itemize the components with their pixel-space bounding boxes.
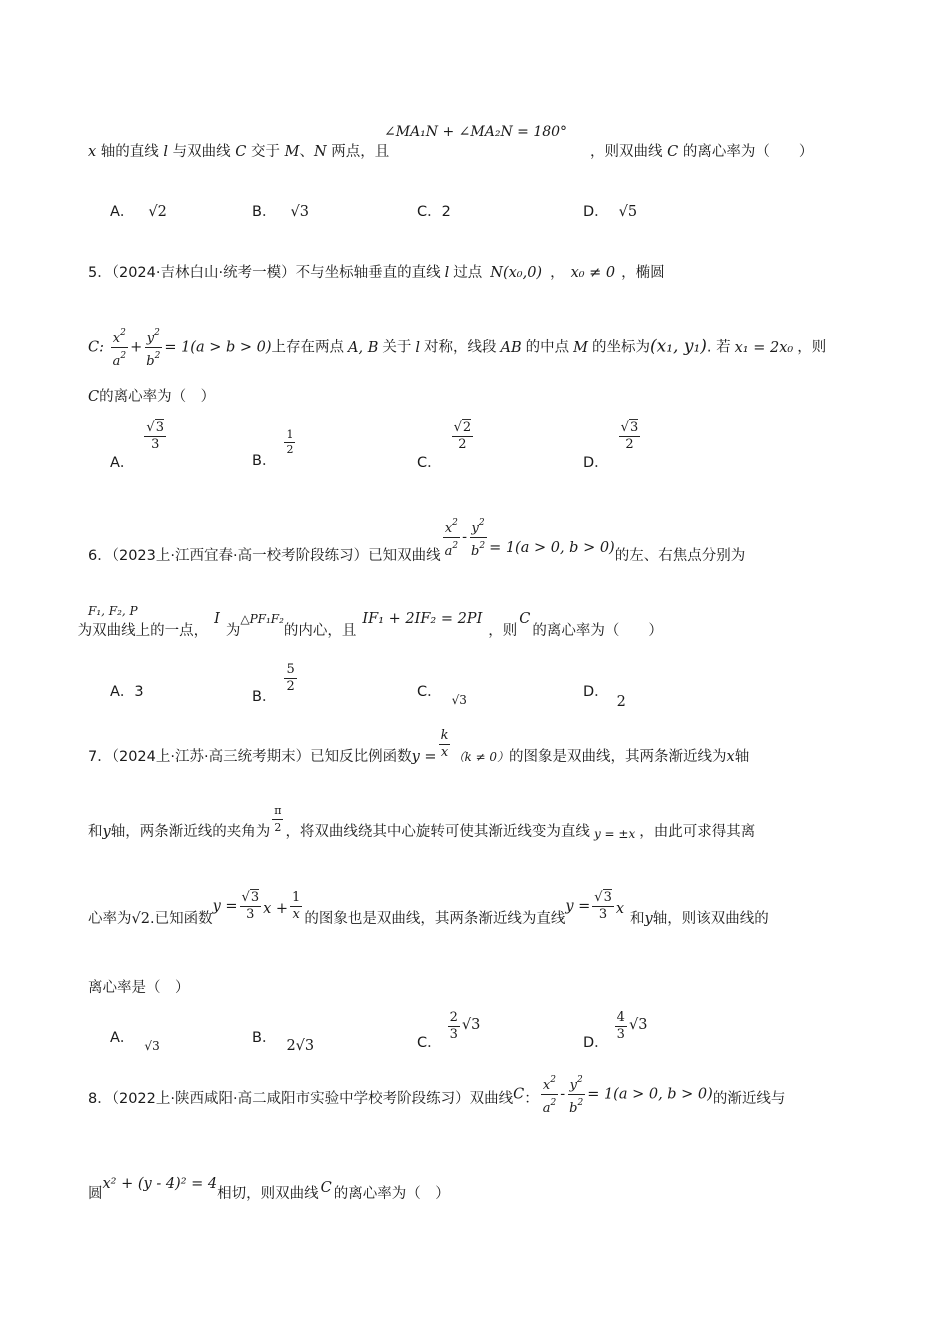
q5-stem-line-2: C: $\frac{x^2}{a^2}$ + $\frac{y^2}{b^2}$ = 1(a > b > 0)上存在两点 A, B 关于 l 对称，线段 AB 的中点 M 的坐标为(x₁, y₁). 若 x₁ = 2x₀ ，则	[88, 325, 826, 370]
q5-option-c[interactable]: C． $\frac{√2}{2}$	[417, 420, 472, 471]
q6-option-c[interactable]: C． $_{√3}$	[417, 684, 467, 707]
q5-option-a[interactable]: A． $\frac{√3}{3}$	[110, 420, 164, 471]
hyperbola-x-term: $\frac{x^2}{a^2}$	[443, 515, 461, 560]
q6-option-d[interactable]: D．2	[583, 684, 626, 710]
ellipse-y-term: $\frac{y^2}{b^2}$	[144, 325, 162, 370]
q6-stem-line-2: $^{F_1, F_2, P}$为双曲线上的一点，I为△PF₁F₂的内心，且IF₁ + 2IF₂ = 2PI，则C的离心率为（ ）	[77, 604, 663, 639]
k-over-x: $\frac{k}{x}$	[440, 728, 449, 760]
q7-option-a[interactable]: A． $_{√3}$	[110, 1030, 160, 1053]
ellipse-x-term: $\frac{x^2}{a^2}$	[111, 325, 129, 370]
q4-stem-tail: ，则双曲线 C 的离心率为（ ）	[590, 144, 814, 160]
hyperbola-y-term: $\frac{y^2}{b^2}$	[469, 515, 487, 560]
q6-option-a[interactable]: A．3	[110, 684, 144, 700]
q8-stem-line-2: 圆x² + (y - 4)² = 4相切，则双曲线 C 的离心率为（ ）	[88, 1176, 450, 1202]
q7-option-b[interactable]: B． 2√3	[252, 1030, 315, 1054]
q5-stem-line-3: C的离心率为（ ）	[88, 389, 216, 405]
q4-option-d[interactable]: D． √5	[583, 204, 638, 220]
q5-option-b[interactable]: B． $\frac{1}{2}$	[252, 428, 294, 469]
q4-option-c[interactable]: C．2	[417, 204, 451, 220]
q5-stem-line-1: 5．（2024·吉林白山·统考一模）不与坐标轴垂直的直线 l 过点 N(x₀,0) ， x₀ ≠ 0 ，椭圆	[88, 265, 665, 281]
q7-stem-line-1: 7．（2024上·江苏·高三统考期末）已知反比例函数y = $\frac{k}{x}$ $_{(k \ne 0)}$的图象是双曲线，其两条渐近线为x轴	[88, 728, 750, 765]
q6-stem-line-1: 6．（2023上·江西宜春·高一校考阶段练习）已知双曲线 $\frac{x^2}{a^2}$ - $\frac{y^2}{b^2}$ = 1(a > 0, b > 0)的左、右焦点分别为	[88, 515, 745, 560]
q4-option-a[interactable]: A． √2	[110, 204, 167, 220]
q4-option-b[interactable]: B． √3	[252, 204, 309, 220]
pi-over-2: $\frac{\pi}{2}$	[274, 804, 282, 834]
q7-option-d[interactable]: D． $\frac{4}{3}$ √3	[583, 1010, 648, 1051]
q7-stem-line-4: 离心率是（ ）	[88, 980, 190, 996]
q4-angle-expression: ∠MA₁N + ∠MA₂N = 180°	[384, 124, 568, 140]
q5-option-d[interactable]: D． $\frac{√3}{2}$	[583, 420, 639, 471]
q6-option-b[interactable]: B． $\frac{5}{2}$	[252, 662, 295, 705]
q8-stem-line-1: 8．（2022上·陕西咸阳·高二咸阳市实验中学校考阶段练习）双曲线C： $\frac{x^2}{a^2}$ - $\frac{y^2}{b^2}$ = 1(a > 0, b > 0)的渐近线与	[88, 1072, 785, 1117]
q7-stem-line-3: 心率为√2.已知函数y = $\frac{√3}{3}$ x + $\frac{1}{x}$ 的图象也是双曲线，其两条渐近线为直线y = $\frac{√3}{3}$ x和y轴，则该双曲线的	[88, 890, 769, 927]
q7-option-c[interactable]: C． $\frac{2}{3}$ √3	[417, 1010, 481, 1051]
q4-stem-line: x 轴的直线 l 与双曲线 C 交于 M、N 两点，且	[88, 144, 390, 160]
q7-stem-line-2: 和y轴，两条渐近线的夹角为 $\frac{\pi}{2}$ ，将双曲线绕其中心旋转可使其渐近线变为直线 $_{y = \pm x}$ ，由此可求得其离	[88, 804, 756, 841]
